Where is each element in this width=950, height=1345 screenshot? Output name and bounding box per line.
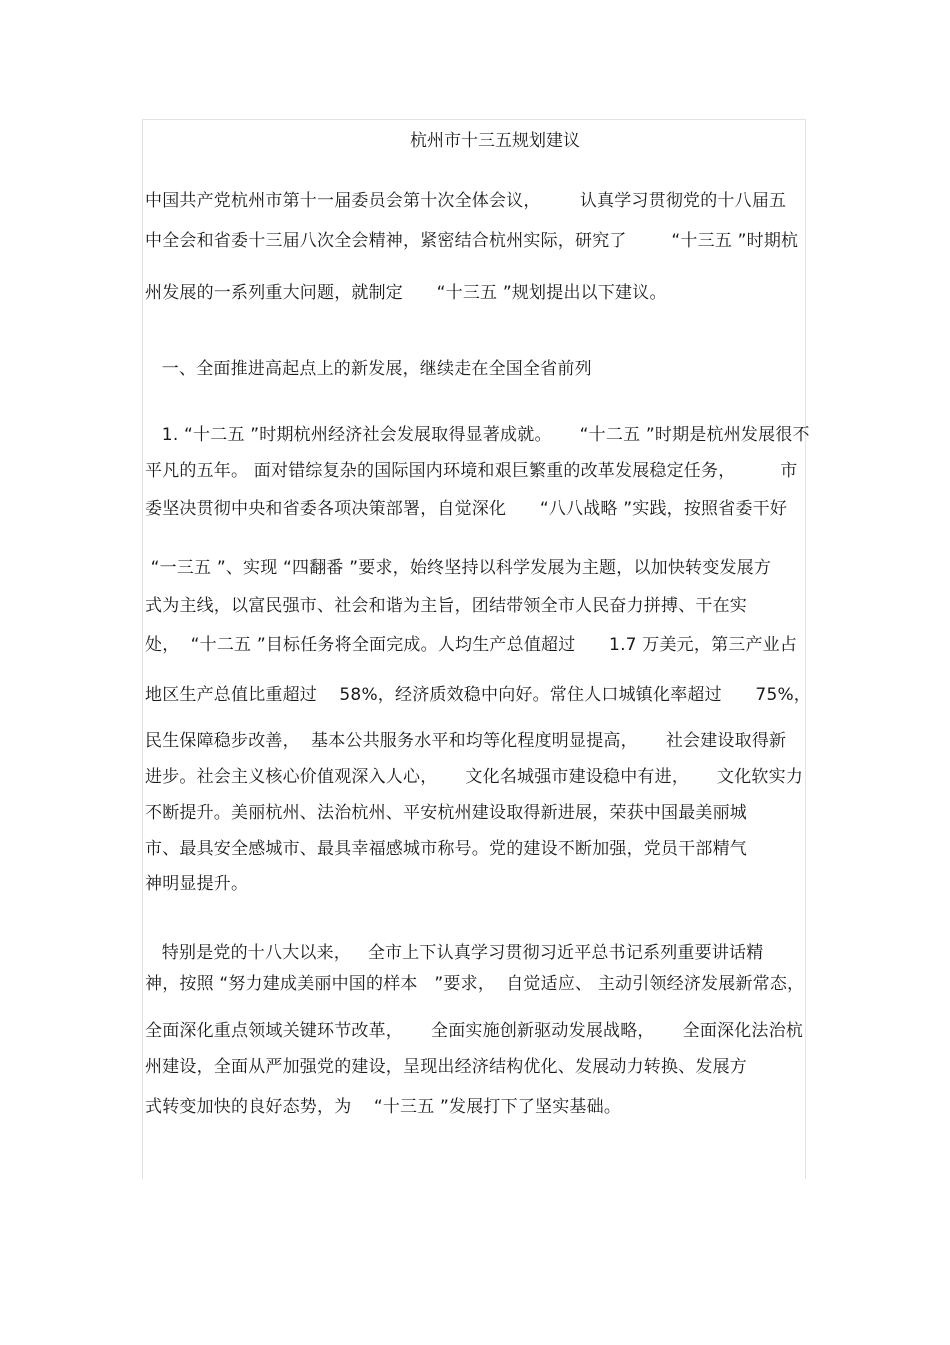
paragraph-line: 式为主线，以富民强市、社会和谐为主旨，团结带领全市人民奋力拼搏、干在实 bbox=[145, 596, 747, 616]
paragraph-line: 中国共产党杭州市第十一届委员会第十次全体会议， 认真学习贯彻党的十八届五 bbox=[145, 191, 787, 211]
paragraph-line: 中全会和省委十三届八次全会精神，紧密结合杭州实际，研究了 “十三五 ”时期杭 bbox=[145, 231, 799, 251]
paragraph-line: 民生保障稳步改善， 基本公共服务水平和均等化程度明显提高， 社会建设取得新 bbox=[145, 731, 787, 751]
paragraph-line: 神，按照 “努力建成美丽中国的样本 ”要求， 自觉适应、 主动引领经济发展新常态， bbox=[145, 974, 805, 994]
paragraph-line: 平凡的五年。 面对错综复杂的国际国内环境和艰巨繁重的改革发展稳定任务， 市 bbox=[145, 461, 798, 481]
paragraph-line: 市、最具安全感城市、最具幸福感城市称号。党的建设不断加强，党员干部精气 bbox=[145, 839, 747, 859]
paragraph-line: 进步。社会主义核心价值观深入人心， 文化名城强市建设稳中有进， 文化软实力 bbox=[145, 767, 804, 787]
paragraph-line: 神明显提升。 bbox=[145, 874, 249, 894]
paragraph-line: 地区生产总值比重超过 58%，经济质效稳中向好。常住人口城镇化率超过 75%， bbox=[145, 685, 812, 705]
paragraph-line: 1. “十二五 ”时期杭州经济社会发展取得显著成就。 “十二五 ”时期是杭州发展很不 bbox=[145, 425, 810, 445]
paragraph-line: 式转变加快的良好态势，为 “十三五 ”发展打下了坚实基础。 bbox=[145, 1097, 622, 1117]
paragraph-line: 委坚决贯彻中央和省委各项决策部署，自觉深化 “八八战略 ”实践，按照省委干好 bbox=[145, 499, 788, 519]
section-heading: 一、全面推进高起点上的新发展，继续走在全国全省前列 bbox=[145, 359, 592, 379]
paragraph-line: 州建设，全面从严加强党的建设，呈现出经济结构优化、发展动力转换、发展方 bbox=[145, 1057, 747, 1077]
paragraph-line: “一三五 ”、实现 “四翻番 ”要求，始终坚持以科学发展为主题，以加快转变发展方 bbox=[145, 558, 772, 578]
paragraph-line: 州发展的一系列重大问题，就制定 “十三五 ”规划提出以下建议。 bbox=[145, 283, 667, 303]
paragraph-line: 不断提升。美丽杭州、法治杭州、平安杭州建设取得新进展，荣获中国最美丽城 bbox=[145, 803, 747, 823]
document-title: 杭州市十三五规划建议 bbox=[410, 131, 580, 151]
paragraph-line: 处， “十二五 ”目标任务将全面完成。人均生产总值超过 1.7 万美元，第三产业占 bbox=[145, 635, 798, 655]
paragraph-line: 全面深化重点领域关键环节改革， 全面实施创新驱动发展战略， 全面深化法治杭 bbox=[145, 1021, 804, 1041]
paragraph-line: 特别是党的十八大以来， 全市上下认真学习贯彻习近平总书记系列重要讲话精 bbox=[145, 943, 764, 963]
